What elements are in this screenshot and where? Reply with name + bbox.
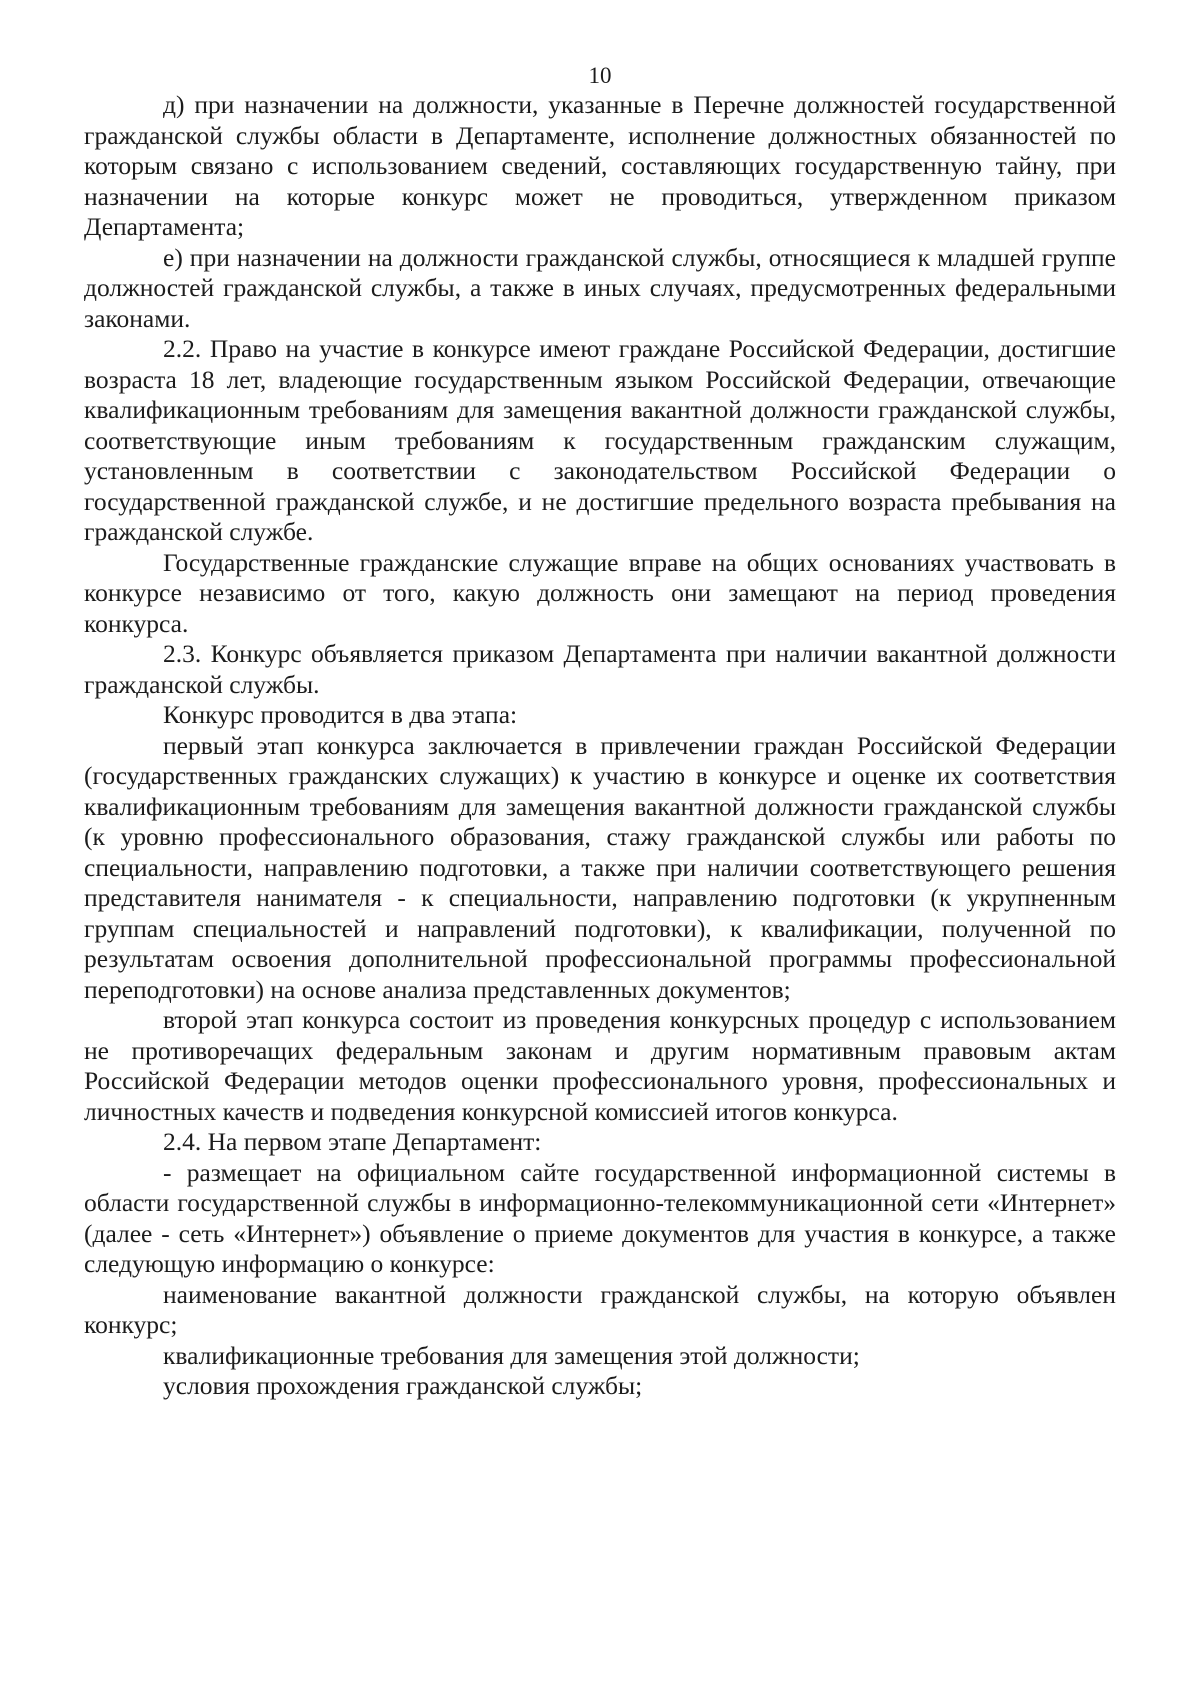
paragraph-position-name: наименование вакантной должности гражданской службы, на которую объявлен конкурс; [84, 1279, 1116, 1339]
paragraph-two-stages: Конкурс проводится в два этапа: [163, 700, 518, 729]
paragraph-2-4-first-stage-duties: 2.4. На первом этапе Департамент: [163, 1127, 542, 1156]
paragraph-qualification-requirements: квалификационные требования для замещения этой должности; [163, 1340, 860, 1370]
document-body [84, 90, 1116, 1402]
paragraph-first-stage: первый этап конкурса заключается в привлечении граждан Российской Федерации (государственных гражданских служащих) к участию в конкурсе и оценке их соответствия квалификационным требованиям для замещения вакантной должности гражданской службы (к уровню профессионального образования, стажу гражданской службы или работы по специальности, направлению подготовки, а также при наличии соответствующего решения представителя нанимателя - к специальности, направлению подготовки (к укрупненным группам специальностей и направлений подготовки), к квалификации, полученной по результатам освоения дополнительной профессиональной программы профессиональной переподготовки) на основе анализа представленных документов; [84, 730, 1116, 1004]
paragraph-service-conditions: условия прохождения гражданской службы; [163, 1371, 643, 1400]
page-number: 10 [588, 63, 612, 88]
paragraph-2-2-eligibility: 2.2. Право на участие в конкурсе имеют граждане Российской Федерации, достигшие возраста 18 лет, владеющие государственным языком Российской Федерации, отвечающие квалификационным требованиям для замещения вакантной должности гражданской службы, соответствующие иным требованиям к государственным гражданским служащим, установленным в соответствии с законодательством Российской Федерации о государственной гражданской службе, и не достигшие предельного возраста пребывания на гражданской службе. [84, 334, 1116, 546]
paragraph-publishes-announcement: - размещает на официальном сайте государственной информационной системы в области государственной службы в информационно-телекоммуникационной сети «Интернет» (далее - сеть «Интернет») объявление о приеме документов для участия в конкурсе, а также следующую информацию о конкурсе: [84, 1157, 1116, 1278]
paragraph-civil-servants-participation: Государственные гражданские служащие вправе на общих основаниях участвовать в конкурсе независимо от того, какую должность они замещают на период проведения конкурса. [84, 547, 1116, 638]
paragraph-2-3-announcement: 2.3. Конкурс объявляется приказом Департамента при наличии вакантной должности гражданской службы. [84, 639, 1116, 699]
paragraph-second-stage: второй этап конкурса состоит из проведения конкурсных процедур с использованием не противоречащих федеральным законам и другим нормативным правовым актам Российской Федерации методов оценки профессионального уровня, профессиональных и личностных качеств и подведения конкурсной комиссией итогов конкурса. [84, 1005, 1116, 1126]
paragraph-d-secret-positions: д) при назначении на должности, указанные в Перечне должностей государственной гражданской службы области в Департаменте, исполнение должностных обязанностей по которым связано с использованием сведений, составляющих государственную тайну, при назначении на которые конкурс может не проводиться, утвержденном приказом Департамента; [84, 90, 1116, 241]
paragraph-e-junior-positions: е) при назначении на должности гражданской службы, относящиеся к младшей группе должностей гражданской службы, а также в иных случаях, предусмотренных федеральными законами. [84, 242, 1116, 333]
